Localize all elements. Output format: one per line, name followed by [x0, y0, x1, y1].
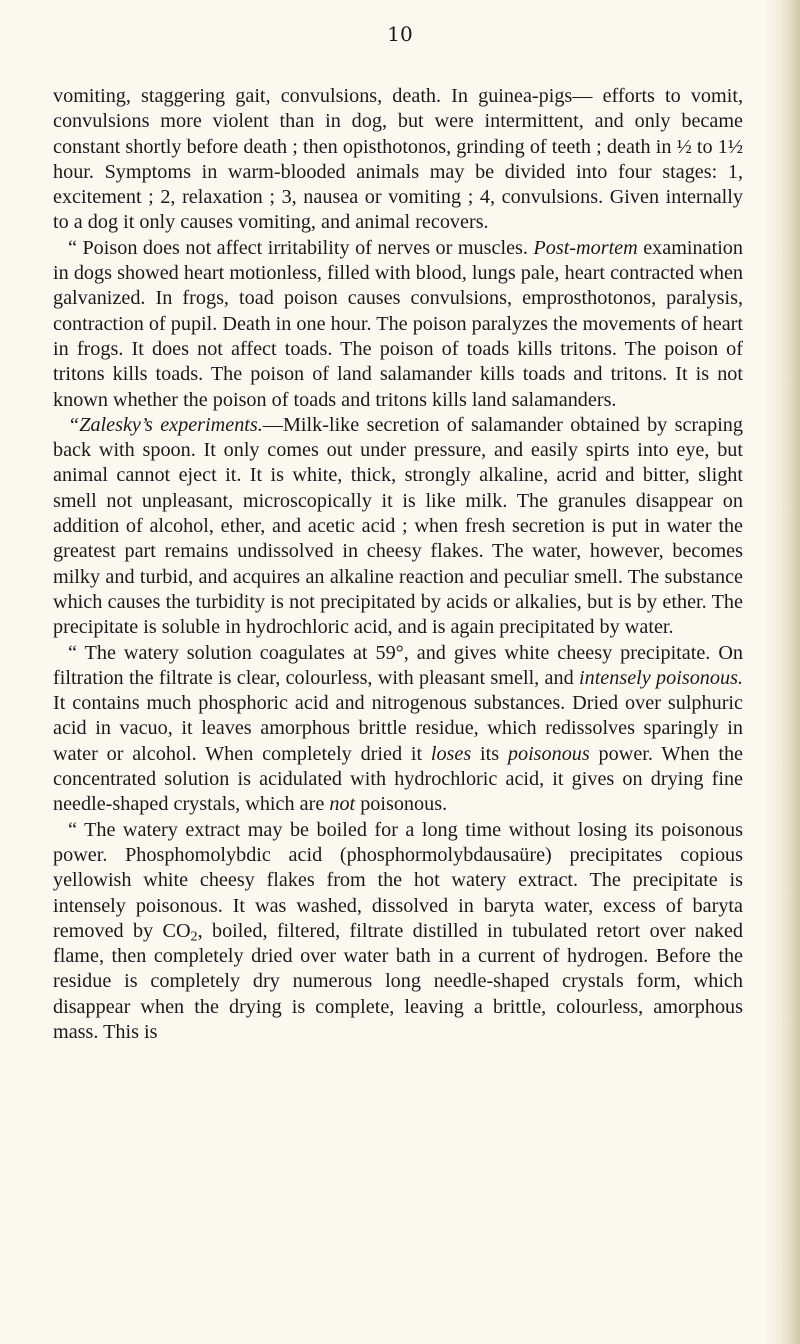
- italic-text: “Zalesky’s experiments.: [68, 413, 263, 436]
- text-run: “ The watery extract may be boiled for a long time without losing its poisonous power. Phosphomolybdic acid (phosphormolybdausaüre) precipitates copious yellowish white cheesy flakes from the hot watery extract. The precipitate is intensely poisonous. It was washed, dissolved in baryta water, excess of baryta removed by CO: [53, 818, 743, 942]
- scan-page-edge: [764, 0, 800, 1344]
- text-run: —Milk-like secretion of salamander obtained by scraping back with spoon. It only comes out under pressure, and easily spirts into eye, but animal cannot eject it. It is white, thick, strongly alkaline, acrid and bitter, slight smell not unpleasant, microscopically it is like milk. The granules disappear on addition of alcohol, ether, and acetic acid ; when fresh secretion is put in water the greatest part remains undissolved in cheesy flakes. The water, however, becomes milky and turbid, and acquires an alkaline reaction and peculiar smell. The substance which causes the turbidity is not precipitated by acids or alkalies, but is by ether. The precipitate is soluble in hydrochloric acid, and is again precipitated by water.: [53, 413, 743, 639]
- paragraph: [53, 84, 743, 236]
- paragraph: [53, 236, 743, 413]
- paragraph: [53, 413, 743, 641]
- italic-text: Post-mortem: [533, 236, 638, 259]
- text-run: power. When the concentrated solution is acidulated with hydrochloric acid, it gives on drying fine needle-shaped crystals, which are: [53, 742, 744, 816]
- subscript-text: 2: [190, 928, 198, 945]
- text-run: “ The watery solution coagulates at 59°, and gives white cheesy precipitate. On filtration the filtrate is clear, colourless, with pleasant smell, and: [53, 641, 743, 689]
- text-run: , boiled, filtered, filtrate distilled in tubulated retort over naked flame, then completely dried over water bath in a current of hydrogen. Before the residue is completely dry numerous long needle-shaped crystals form, which disappear when the drying is complete, leaving a brittle, colourless, amorphous mass. This is: [53, 919, 743, 1043]
- text-run: its: [471, 742, 508, 765]
- body-text: [53, 84, 743, 1045]
- text-run: It contains much phosphoric acid and nitrogenous substances. Dried over sulphuric acid in vacuo, it leaves amorphous brittle residue, which redissolves sparingly in water or alcohol. When completely dried it: [53, 692, 743, 765]
- italic-text: not: [329, 793, 356, 816]
- text-run: vomiting, staggering gait, convulsions, death. In guinea-pigs— efforts to vomit, convulsions more violent than in dog, but were intermittent, and only became constant shortly before death ; then opisthotonos, grinding of teeth ; death in ½ to 1½ hour. Symptoms in warm-blooded animals may be divided into four stages: 1, excitement ; 2, relaxation ; 3, nausea or vomiting ; 4, convulsions. Given internally to a dog it only causes vomiting, and animal recovers.: [53, 85, 743, 234]
- paragraph: [53, 641, 743, 818]
- italic-text: loses: [430, 742, 472, 765]
- page-number: 10: [387, 22, 413, 46]
- text-run: poisonous.: [355, 793, 448, 816]
- text-run: examination in dogs showed heart motionless, filled with blood, lungs pale, heart contracted when galvanized. In frogs, toad poison causes convulsions, emprosthotonos, paralysis, contraction of pupil. Death in one hour. The poison paralyzes the movements of heart in frogs. It does not affect toads. The poison of toads kills tritons. The poison of tritons kills toads. The poison of land salamander kills toads and tritons. It is not known whether the poison of toads and tritons kills land salamanders.: [53, 236, 743, 411]
- italic-text: intensely poisonous.: [579, 666, 743, 689]
- paragraph: [53, 818, 743, 1046]
- text-run: “ Poison does not affect irritability of nerves or muscles.: [68, 236, 534, 259]
- italic-text: poisonous: [507, 742, 590, 765]
